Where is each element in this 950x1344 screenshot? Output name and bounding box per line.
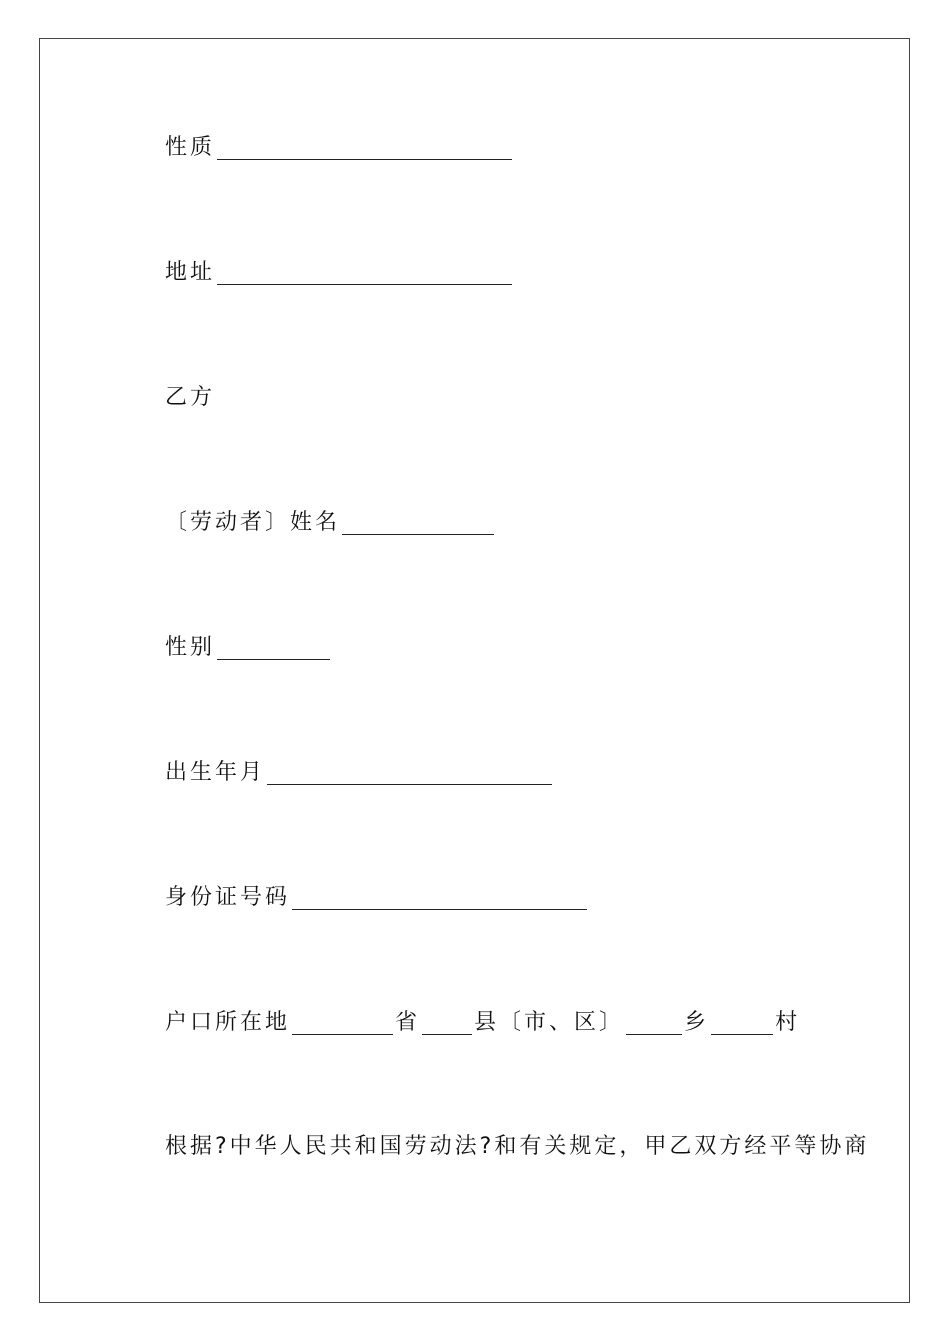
province-label: 省: [395, 1010, 421, 1035]
body-text: 根据?中华人民共和国劳动法?和有关规定，甲乙双方经平等协商: [165, 1134, 870, 1159]
id-number-row: [165, 883, 589, 913]
birth-label: 出生年月: [165, 760, 266, 785]
county-label: 县〔市、区〕: [474, 1010, 625, 1035]
village-label: 村: [775, 1010, 801, 1035]
birth-blank[interactable]: [267, 762, 552, 785]
address-row: [165, 258, 514, 288]
residence-province-blank[interactable]: [292, 1012, 393, 1035]
residence-village-blank[interactable]: [711, 1012, 773, 1035]
party-b-row: [165, 383, 215, 413]
page-border: [39, 38, 910, 1303]
name-blank[interactable]: [342, 512, 494, 535]
body-paragraph: [165, 1132, 869, 1162]
birth-row: [165, 758, 554, 788]
gender-row: [165, 633, 332, 663]
residence-row: [165, 1008, 800, 1038]
nature-blank[interactable]: [217, 137, 512, 160]
name-row: [165, 508, 496, 538]
nature-row: [165, 133, 514, 163]
id-number-blank[interactable]: [292, 887, 587, 910]
residence-township-blank[interactable]: [626, 1012, 682, 1035]
address-blank[interactable]: [217, 262, 512, 285]
address-label: 地址: [165, 260, 216, 285]
id-number-label: 身份证号码: [165, 885, 291, 910]
township-label: 乡: [684, 1010, 710, 1035]
residence-county-blank[interactable]: [422, 1012, 472, 1035]
name-label: 〔劳动者〕姓名: [165, 510, 341, 535]
gender-label: 性别: [165, 635, 216, 660]
residence-label: 户口所在地: [165, 1010, 291, 1035]
party-b-label: 乙方: [165, 385, 216, 410]
gender-blank[interactable]: [217, 637, 330, 660]
nature-label: 性质: [165, 135, 216, 160]
